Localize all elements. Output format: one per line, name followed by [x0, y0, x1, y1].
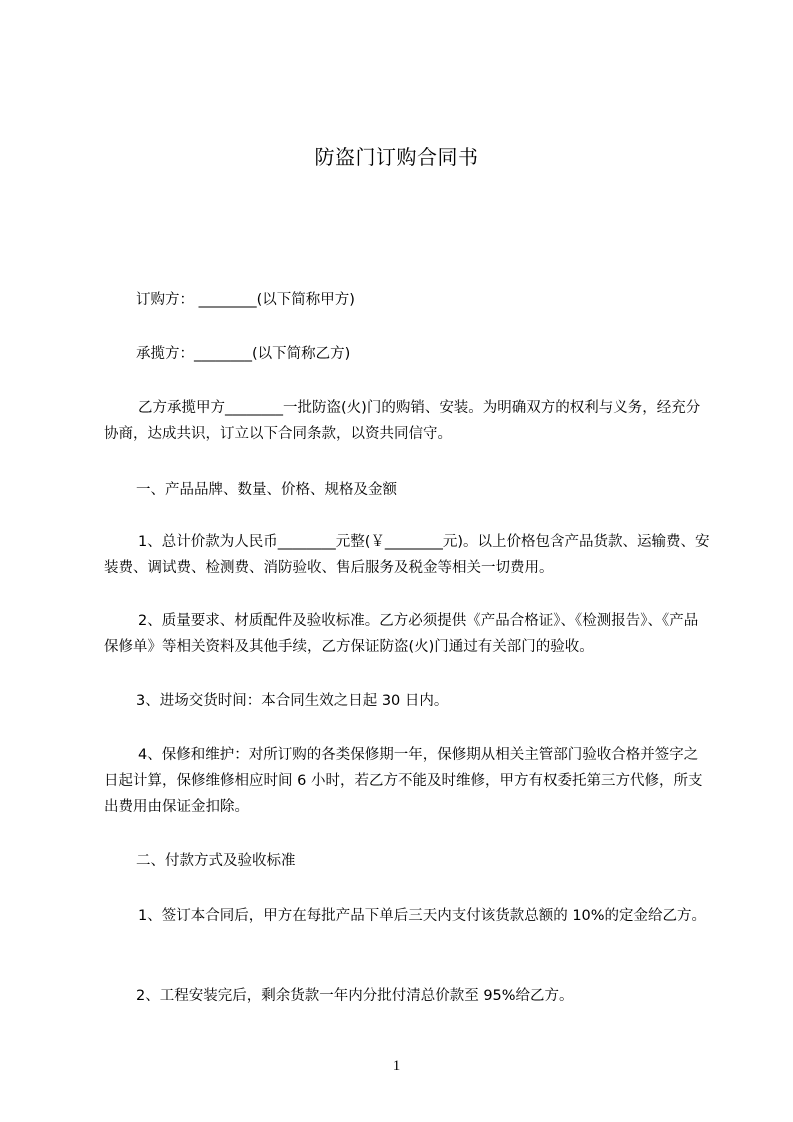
clause-1-4: 4、保修和维护：对所订购的各类保修期一年，保修期从相关主管部门验收合格并签字之日起计算，保修维修相应时间 6 小时，若乙方不能及时维修，甲方有权委托第三方代修，所支出费用由保证金扣除。	[104, 747, 703, 815]
clause-1-1: 1、总计价款为人民币________元整(￥________元)。以上价格包含产品货款、运输费、安装费、调试费、检测费、消防验收、售后服务及税金等相关一切费用。	[104, 534, 710, 576]
paragraph-contractor: 承揽方：________(以下简称乙方)	[136, 346, 351, 362]
section-heading-2: 二、付款方式及验收标准	[136, 853, 296, 869]
page-title: 防盗门订购合同书	[314, 145, 479, 169]
section-heading-1: 一、产品品牌、数量、价格、规格及金额	[136, 482, 397, 498]
paragraph-buyer: 订购方： ________(以下简称甲方)	[136, 292, 355, 308]
paragraph-preamble: 乙方承揽甲方________一批防盗(火)门的购销、安装。为明确双方的权利与义务，经充分协商，达成共识，订立以下合同条款，以资共同信守。	[104, 400, 701, 442]
clause-1-2: 2、质量要求、材质配件及验收标准。乙方必须提供《产品合格证》、《检测报告》、《产品保修单》等相关资料及其他手续，乙方保证防盗(火)门通过有关部门的验收。	[104, 613, 699, 655]
page-number: 1	[392, 1058, 401, 1074]
clause-1-3: 3、进场交货时间：本合同生效之日起 30 日内。	[136, 693, 449, 709]
clause-2-2: 2、工程安装完后，剩余货款一年内分批付清总价款至 95%给乙方。	[136, 988, 574, 1004]
clause-2-1: 1、签订本合同后，甲方在每批产品下单后三天内支付该货款总额的 10%的定金给乙方。	[138, 908, 707, 924]
